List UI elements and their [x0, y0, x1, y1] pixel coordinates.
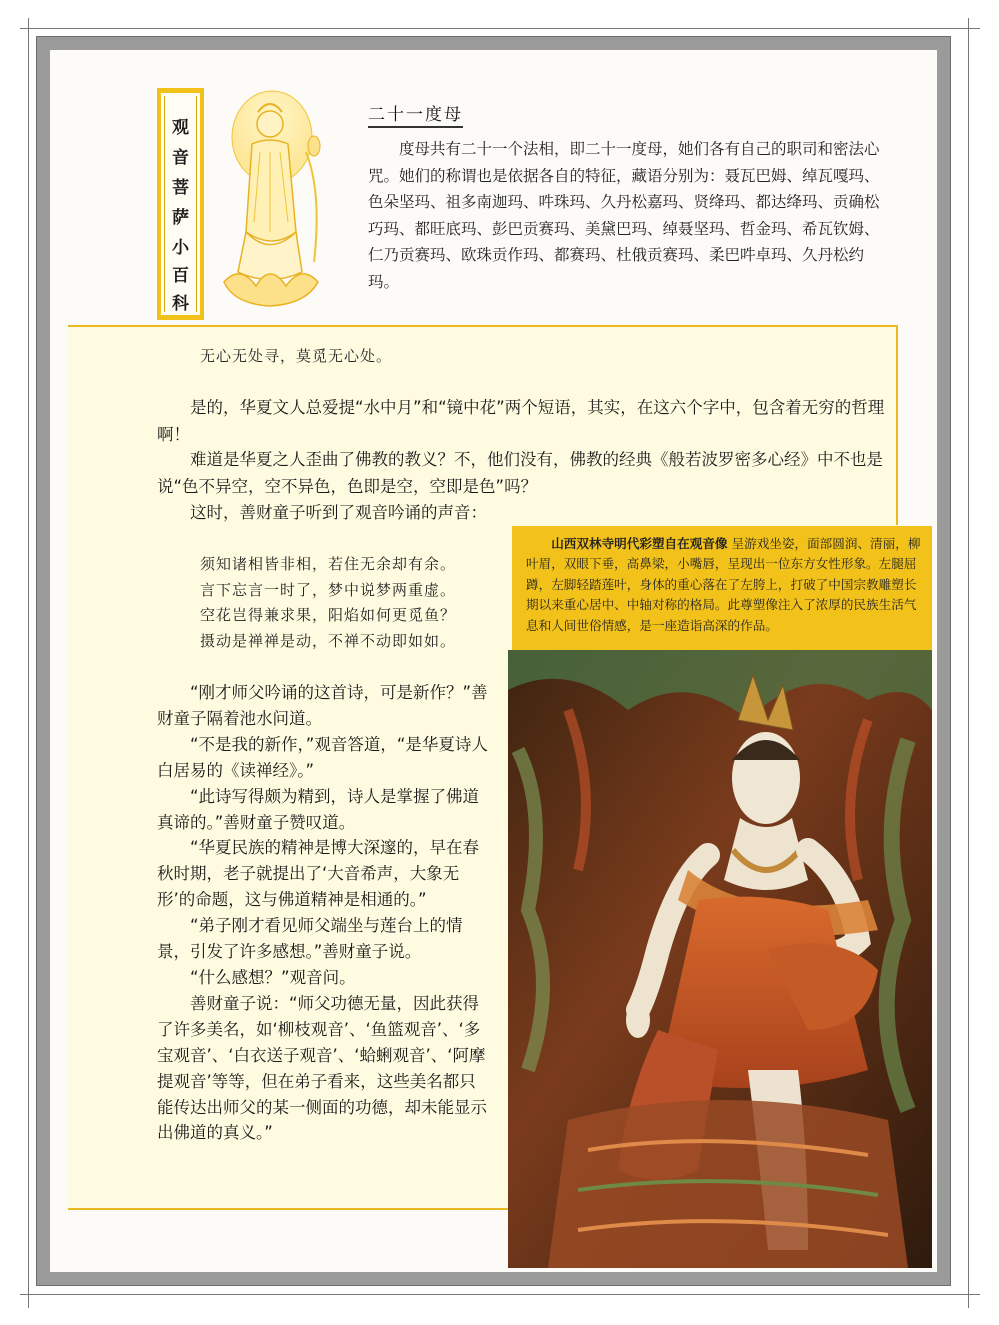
caption-title: 山西双林寺明代彩塑自在观音像 — [551, 536, 728, 551]
frame-line-left — [28, 18, 29, 1308]
dialogue-paragraph: 善财童子说：“师父功德无量，因此获得了许多美名，如‘柳枝观音’、‘鱼篮观音’、‘多宝观音’、‘白衣送子观音’、‘蛤蜊观音’、‘阿摩提观音’等等，但在弟子看来，这些美名都只能传达出师父的某一侧面的功德，却未能显示出佛道的真义。” — [157, 993, 487, 1143]
poem — [200, 552, 456, 654]
poem-line: 空花岂得兼求果，阳焰如何更觅鱼？ — [200, 606, 457, 624]
paragraph-1: 是的，华夏文人总爱提“水中月”和“镜中花”两个短语，其实，在这六个字中，包含着无穷的哲理啊！ — [157, 398, 885, 444]
dialogue-paragraph: “不是我的新作，”观音答道，“是华夏诗人白居易的《读禅经》。” — [157, 734, 488, 780]
paragraph-2: 难道是华夏之人歪曲了佛教的教义？不，他们没有，佛教的经典《般若波罗密多心经》中不也是说“色不异空，空不异色，色即是空，空即是色”吗？ — [157, 450, 883, 496]
dialogue-text — [157, 680, 489, 1146]
sidebar-char: 音 — [172, 148, 189, 168]
poem-line: 须知诸相皆非相，若住无余却有余。 — [200, 555, 457, 573]
frame-line-right — [968, 18, 969, 1308]
sidebar-char: 百 — [172, 266, 189, 286]
section-title: 二十一度母 — [368, 100, 463, 128]
statue-photo — [508, 650, 932, 1268]
sidebar-char: 观 — [172, 118, 189, 138]
panel-rule-bottom — [68, 1208, 508, 1210]
panel-rule-right — [896, 325, 898, 525]
frame-line-bottom — [20, 1294, 980, 1295]
paragraph-3: 这时，善财童子听到了观音吟诵的声音： — [190, 503, 487, 522]
sidebar-char: 菩 — [172, 178, 189, 198]
dialogue-paragraph: “此诗写得颇为精到，诗人是掌握了佛道真谛的。”善财童子赞叹道。 — [157, 786, 480, 832]
frame-line-top — [20, 28, 980, 29]
dialogue-paragraph: “刚才师父吟诵的这首诗，可是新作？”善财童子隔着池水问道。 — [157, 683, 488, 728]
sidebar-char: 萨 — [172, 208, 189, 228]
dialogue-paragraph: “华夏民族的精神是博大深邃的，早在春秋时期，老子就提出了‘大音希声，大象无形’的命题，这与佛道精神是相通的。” — [157, 838, 480, 910]
poem-line: 摄动是禅禅是动，不禅不动即如如。 — [200, 631, 457, 650]
quote-line: 无心无处寻，莫觅无心处。 — [200, 347, 393, 365]
sidebar-series-label — [157, 88, 204, 320]
poem-line: 言下忘言一时了，梦中说梦两重虚。 — [200, 580, 457, 599]
panel-rule-top — [68, 325, 898, 327]
guanyin-illustration — [210, 82, 350, 322]
sidebar-char: 科 — [172, 294, 189, 314]
section-paragraph: 度母共有二十一个法相，即二十一度母，她们各有自己的职司和密法心咒。她们的称谓也是依据各自的特征，藏语分别为：聂瓦巴姆、绰瓦嘎玛、色朵坚玛、祖多南迦玛、吽珠玛、久丹松嘉玛、贤绛玛、都达绛玛、贡确松巧玛、都旺底玛、彭巴贡赛玛、美黛巴玛、绰聂坚玛、哲金玛、希瓦钦姆、仁乃贡赛玛、欧珠贡作玛、都赛玛、杜俄贡赛玛、柔巴吽卓玛、久丹松约玛。 — [368, 140, 880, 291]
photo-caption — [512, 526, 932, 650]
dialogue-paragraph: “弟子刚才看见师父端坐与莲台上的情景，引发了许多感想。”善财童子说。 — [157, 916, 463, 962]
dialogue-paragraph: “什么感想？”观音问。 — [190, 967, 356, 987]
caption-body: 呈游戏坐姿，面部圆润、清丽，柳叶眉，双眼下垂，高鼻梁，小嘴唇，呈现出一位东方女性形象。左腿屈蹲，左脚轻踏莲叶，身体的重心落在了左胯上，打破了中国宗教雕塑长期以来重心居中、中轴对称的格局。此尊塑像注入了浓厚的民族生活气息和人间世俗情感，是一座造诣高深的作品。 — [526, 536, 921, 633]
sidebar-char: 小 — [172, 238, 189, 258]
